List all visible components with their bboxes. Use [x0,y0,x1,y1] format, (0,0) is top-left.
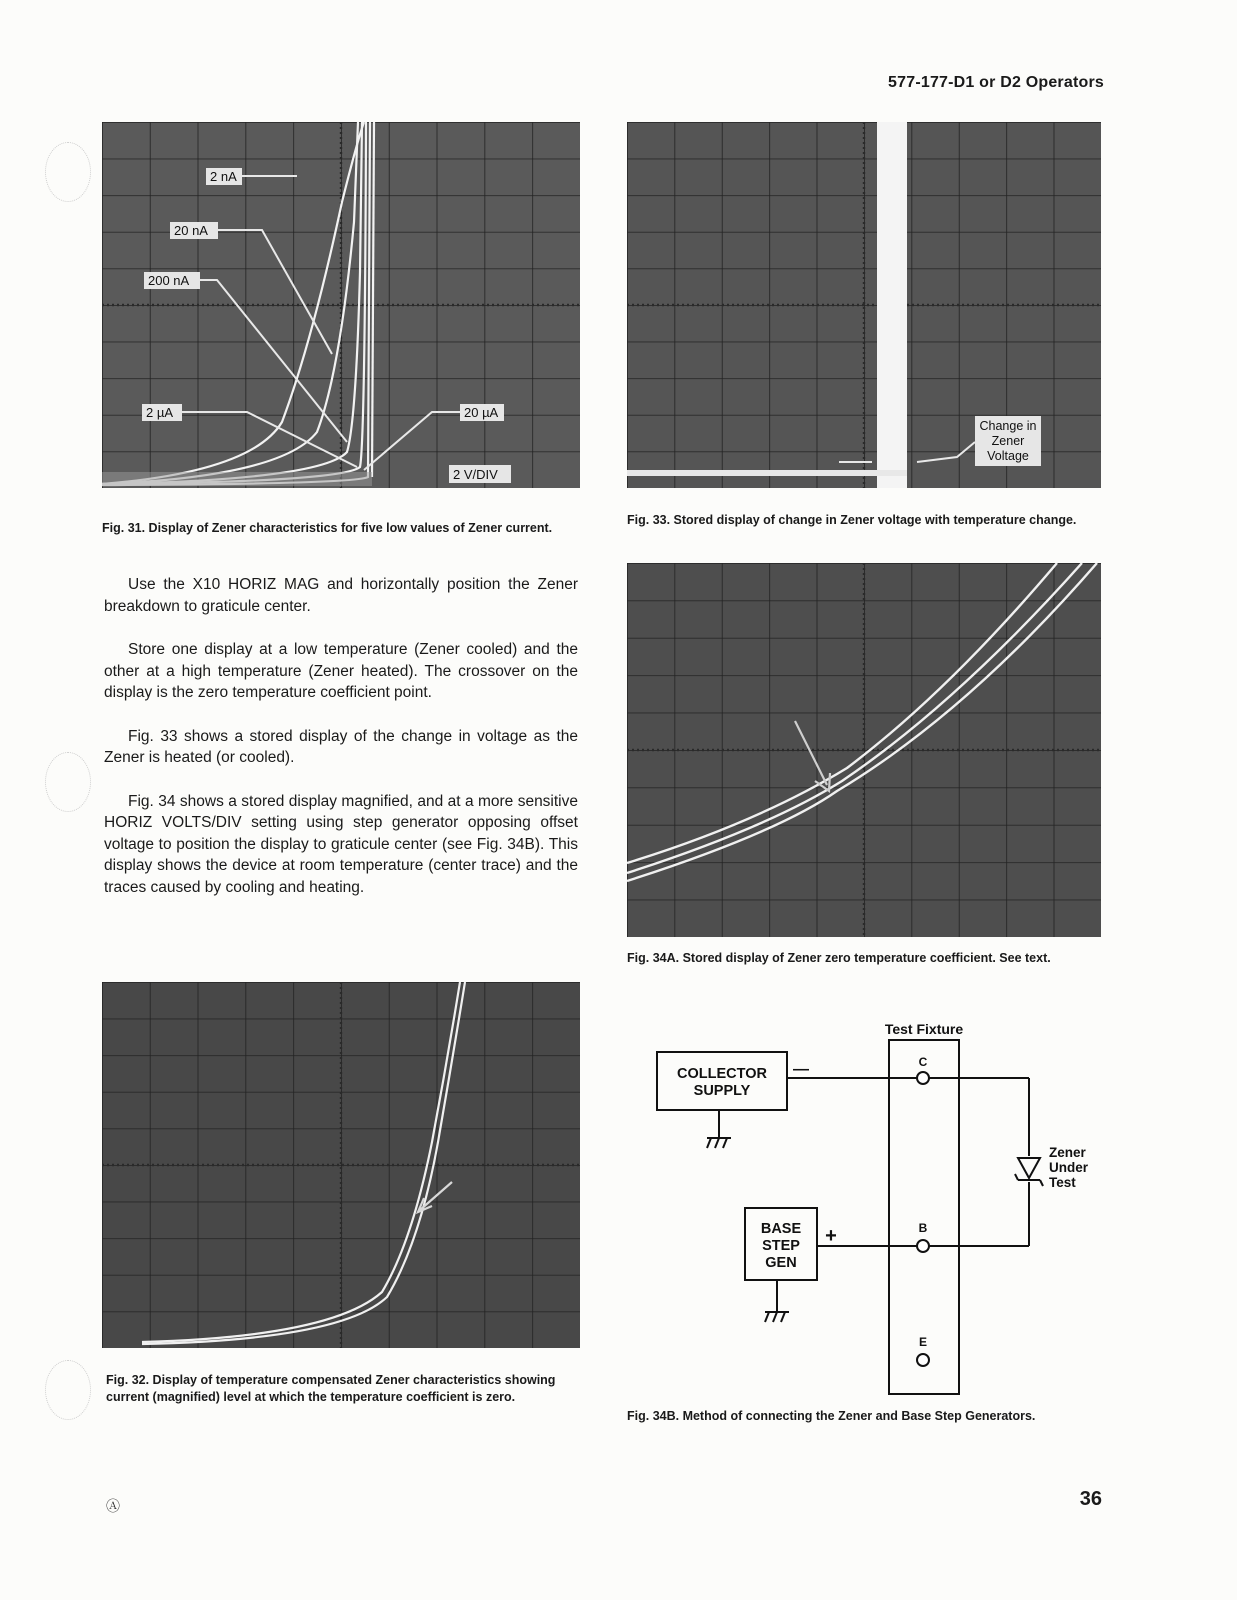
footer-mark: Ⓐ [106,1498,120,1514]
fig34b-caption: Fig. 34B. Method of connecting the Zener and Base Step Generators. [627,1409,1036,1423]
fig33-callout-line-2: Zener [991,434,1025,448]
collector-supply-label-2: SUPPLY [693,1083,751,1099]
body-paragraph-4: Fig. 34 shows a stored display magnified, and at a more sensitive HORIZ VOLTS/DIV setting using step generator opposing offset voltage to position the display to graticule center (see Fig. 34B). This display shows the device at room temperature (center trace) and the traces caused by cooling and heating. [104,792,578,896]
body-text [104,574,578,920]
page-number: 36 [1079,1488,1102,1510]
fig33-caption: Fig. 33. Stored display of change in Zener voltage with temperature change. [627,513,1077,527]
fig33-photo [627,122,1101,488]
body-paragraph-3: Fig. 33 shows a stored display of the change in voltage as the Zener is heated (or cooled). [104,727,578,766]
terminal-c-label: C [918,1055,928,1069]
fig31-photo [102,122,580,488]
fig31-label-200na: 200 nA [148,273,190,288]
fig34a-caption: Fig. 34A. Stored display of Zener zero temperature coefficient. See text. [627,951,1051,965]
page-header: 577-177-D1 or D2 Operators [888,74,1104,91]
fig31-label-20na: 20 nA [174,223,208,238]
collector-supply-label-1: COLLECTOR [677,1066,767,1082]
zener-label-2: Under [1049,1160,1089,1175]
terminal-e-label: E [918,1335,928,1349]
zener-label-1: Zener [1049,1145,1086,1160]
fig34a-photo [627,563,1101,937]
body-paragraph-2: Store one display at a low temperature (Zener cooled) and the other at a high temperature (Zener heated). The crossover on the display is the zero temperature coefficient point. [104,641,578,701]
punch-hole-bottom [45,1360,91,1420]
fig32-photo [102,982,580,1348]
fig31-label-20ua: 20 µA [464,405,499,420]
terminal-b-label: B [918,1221,928,1235]
fig32-caption: Fig. 32. Display of temperature compensated Zener characteristics showing current (magnified) level at which the temperature coefficient is zero. [106,1373,556,1404]
fig31-caption: Fig. 31. Display of Zener characteristics for five low values of Zener current. [102,521,553,535]
zener-label-3: Test [1049,1175,1076,1190]
fig31-label-2na: 2 nA [210,169,237,184]
base-step-gen-label-2: STEP [762,1238,800,1254]
base-step-gen-label-1: BASE [760,1221,802,1237]
fig33-callout-line-1: Change in [979,419,1037,433]
fig34b-diagram [627,1018,1101,1402]
plus-sign: + [825,1225,837,1247]
body-paragraph-1: Use the X10 HORIZ MAG and horizontally position the Zener breakdown to graticule center. [104,576,578,615]
base-step-gen-label-3: GEN [765,1255,797,1271]
minus-sign: — [793,1061,809,1078]
punch-hole-top [45,142,91,202]
fixture-title: Test Fixture [884,1021,964,1037]
fig31-scale-label: 2 V/DIV [453,467,498,482]
punch-hole-middle [45,752,91,812]
fig33-callout-line-3: Voltage [987,449,1029,463]
fig31-label-2ua: 2 µA [146,405,174,420]
